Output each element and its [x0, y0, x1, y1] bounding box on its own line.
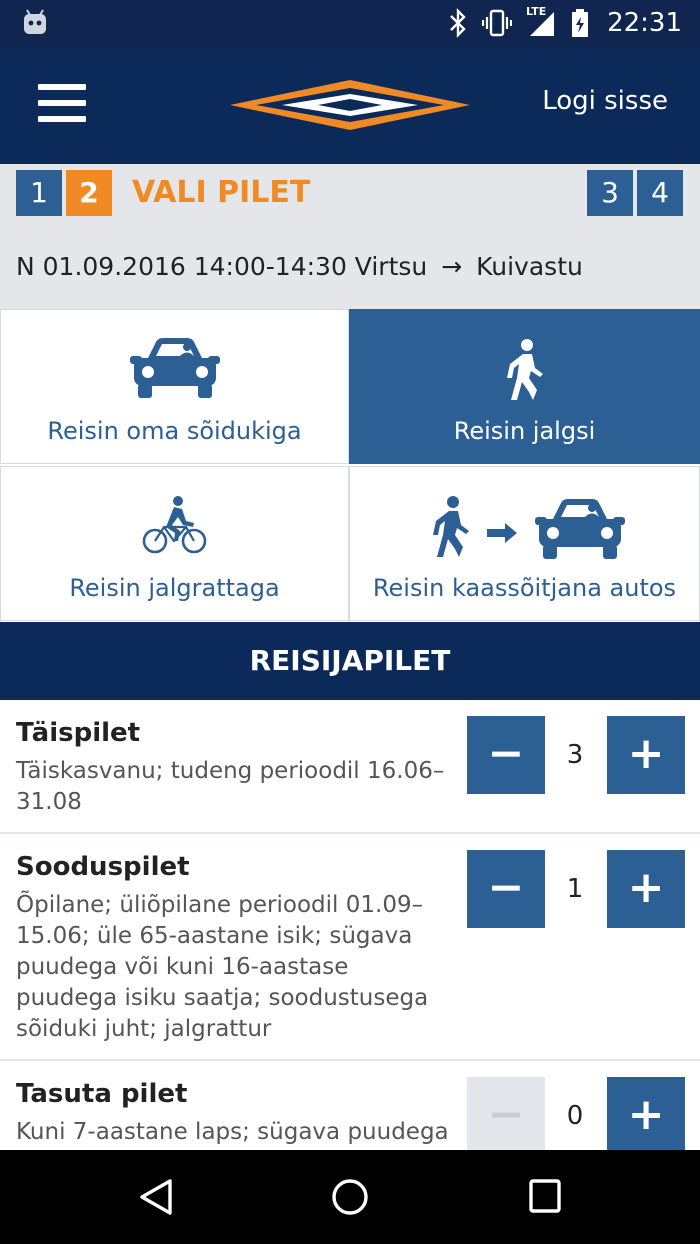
mode-walking[interactable] [349, 309, 700, 464]
recent-apps-icon[interactable] [528, 1178, 562, 1214]
route-info [16, 252, 583, 281]
mode-own-vehicle[interactable] [0, 309, 349, 464]
section-title: REISIJAPILET [0, 622, 700, 700]
mode-passenger-label: Reisin kaassõitjana autos [372, 574, 677, 602]
quantity-value: 0 [566, 1101, 584, 1131]
system-icons [448, 5, 590, 38]
lte-label: LTE [526, 5, 547, 18]
route-arrow: → [441, 252, 463, 281]
ticket-name: Sooduspilet [16, 852, 190, 882]
mode-own-vehicle-label: Reisin oma sõidukiga [47, 417, 302, 445]
step-1[interactable]: 1 [16, 170, 62, 216]
increase-button[interactable]: + [607, 716, 685, 794]
login-button[interactable]: Logi sisse [542, 86, 668, 116]
decrease-button[interactable]: − [467, 716, 545, 794]
mode-walking-label: Reisin jalgsi [453, 417, 596, 445]
ticket-description: Õpilane; üliõpilane perioodil 01.09–15.06; üle 65-aastane isik; sügava puudega või kuni 16-aastase puudega isiku saatja; soodustusega sõiduki juht; jalgrattur [16, 892, 429, 1042]
ticket-name: Tasuta pilet [16, 1079, 188, 1109]
ticket-row-discount [0, 834, 700, 1061]
status-bar [0, 0, 700, 48]
app-bar [0, 48, 700, 164]
lte-signal-icon [526, 5, 556, 38]
steps-panel [0, 164, 700, 309]
increase-button[interactable]: + [607, 850, 685, 928]
travel-mode-grid [0, 309, 700, 622]
back-icon[interactable] [138, 1178, 174, 1216]
clock: 22:31 [607, 8, 682, 38]
walking-icon [501, 338, 549, 402]
quantity-value: 3 [566, 740, 584, 770]
battery-charging-icon [570, 8, 590, 38]
bicycle-icon [142, 495, 208, 557]
car-icon [130, 336, 220, 402]
system-navigation-bar [0, 1150, 700, 1244]
walk-to-car-icon [425, 495, 625, 561]
mode-passenger[interactable] [349, 466, 700, 621]
ticket-description: Kuni 7-aastane laps; sügava puudega [16, 1119, 449, 1145]
ticket-row-full [0, 700, 700, 834]
ticket-name: Täispilet [16, 718, 141, 748]
step-4[interactable]: 4 [637, 170, 683, 216]
android-icon [22, 8, 48, 40]
vibrate-icon [482, 8, 512, 38]
route-destination: Kuivastu [476, 252, 583, 281]
ticket-row-free [0, 1061, 700, 1150]
mode-bicycle[interactable] [0, 466, 349, 621]
increase-button[interactable]: + [607, 1077, 685, 1150]
step-3[interactable]: 3 [587, 170, 633, 216]
decrease-button[interactable]: − [467, 850, 545, 928]
ticket-description: Täiskasvanu; tudeng perioodil 16.06–31.08 [16, 758, 445, 815]
mode-bicycle-label: Reisin jalgrattaga [69, 574, 280, 602]
decrease-button-disabled: − [467, 1077, 545, 1150]
bluetooth-icon [448, 8, 468, 38]
quantity-value: 1 [566, 874, 584, 904]
ferry-logo [226, 78, 474, 136]
route-departure: N 01.09.2016 14:00-14:30 Virtsu [16, 252, 428, 281]
step-2-active[interactable]: 2 [66, 170, 112, 216]
home-icon[interactable] [331, 1178, 369, 1216]
step-title: VALI PILET [132, 175, 311, 210]
hamburger-menu-icon[interactable] [38, 84, 86, 126]
